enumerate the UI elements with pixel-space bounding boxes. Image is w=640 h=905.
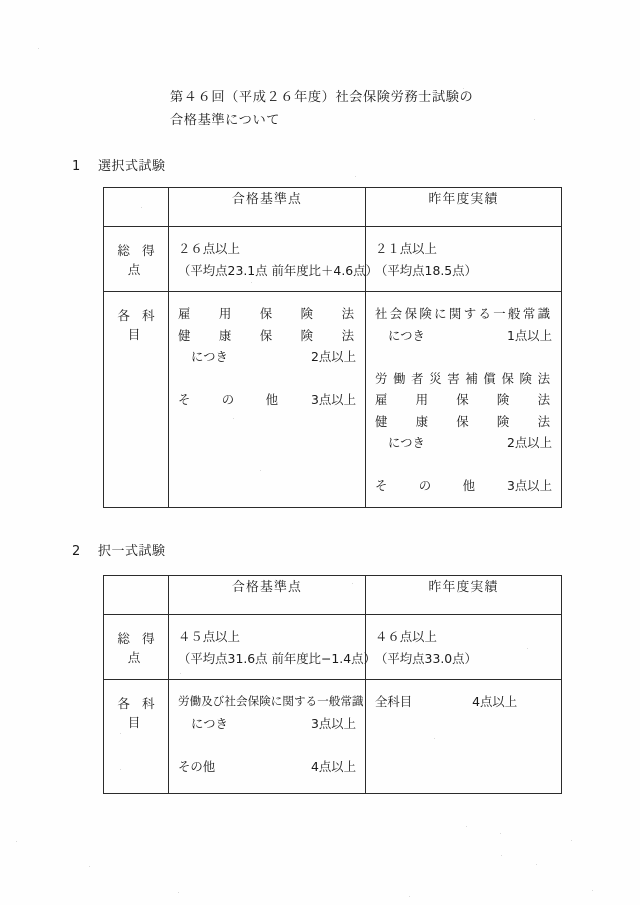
sakunen-group2-score: 2点以上: [506, 435, 552, 450]
criteria-table-takuitsushiki: [103, 575, 562, 794]
sakunen-zenkamoku-score: 4点以上: [472, 694, 518, 709]
section-title: 選択式試験: [98, 159, 166, 174]
cell-kakkamoku-sakunen: [366, 680, 562, 794]
sakunen-law-koyouhoken: 雇 用 保 険 法: [375, 392, 550, 407]
sakunen-spacer-2: [375, 454, 552, 476]
kijun-law-kenkouhoken: 健 康 保 険 法: [178, 327, 354, 343]
section-number: 2: [72, 544, 81, 559]
sakunen-group2-nitsuki-label: につき: [388, 435, 425, 450]
row-label-kakkamoku: 各 科 目: [104, 680, 169, 794]
table-row-kakkamoku: [104, 292, 562, 508]
sakunen-law-kenkouhoken: 健 康 保 険 法: [375, 413, 550, 429]
cell-kakkamoku-kijun: [169, 292, 366, 508]
header-goukaku-kijunten: 合格基準点: [169, 576, 366, 615]
scan-speckle: [500, 833, 501, 834]
scan-speckle: [355, 176, 356, 177]
kijun-other-score: 3点以上: [310, 392, 356, 407]
section-heading-sentakushiki: [72, 155, 166, 174]
cell-kakkamoku-kijun: [169, 680, 366, 794]
table-header-row: [104, 576, 562, 615]
kijun-other-label: その他: [178, 758, 216, 774]
cell-soutokuten-kijun: [169, 615, 376, 680]
scan-speckle: [16, 841, 17, 842]
scan-speckle: [536, 864, 537, 865]
sakunen-law-rousaihoken: 労 働 者 災 害 補 償 保 険 法: [375, 370, 550, 386]
cell-soutokuten-kijun: [169, 227, 378, 292]
scan-speckle: [466, 826, 467, 827]
table-row-soutokuten: [104, 227, 562, 292]
scan-speckle: [571, 840, 572, 841]
scan-speckle: [89, 866, 90, 867]
scan-speckle: [409, 896, 410, 897]
page-title-line-1: 第４６回（平成２６年度）社会保険労務士試験の: [170, 90, 474, 105]
sakunen-group1-nitsuki-line: [375, 325, 552, 347]
sakunen-group1-nitsuki-label: につき: [388, 327, 425, 343]
soutokuten-sakunen-score: ４６点以上: [375, 629, 437, 644]
header-blank: [104, 188, 169, 227]
cell-soutokuten-sakunen: [366, 227, 562, 292]
sakunen-other-score: 3点以上: [506, 478, 552, 493]
section-heading-takuitsushiki: [72, 540, 166, 559]
sakunen-group1-score: 1点以上: [506, 327, 552, 343]
soutokuten-sakunen-score: ２１点以上: [375, 241, 437, 256]
kijun-law-koyouhoken: 雇 用 保 険 法: [178, 306, 354, 321]
soutokuten-sakunen-average: （平均点18.5点）: [375, 262, 477, 278]
sakunen-zenkamoku-line: [375, 691, 552, 713]
kijun-nitsuki-line: [178, 346, 356, 368]
row-label-soutokuten: 総 得 点: [104, 227, 169, 292]
soutokuten-kijun-score: ４５点以上: [178, 629, 240, 644]
scan-speckle: [38, 48, 39, 49]
sakunen-other-line: [375, 475, 552, 497]
soutokuten-kijun-score: ２６点以上: [178, 241, 240, 256]
table-row-kakkamoku: [104, 680, 562, 794]
soutokuten-kijun-average: （平均点23.1点 前年度比＋4.6点）: [178, 262, 378, 278]
cell-kakkamoku-sakunen: [366, 292, 562, 508]
section-title: 択一式試験: [98, 544, 166, 559]
kijun-spacer: [178, 734, 356, 756]
sakunen-spacer-1: [375, 346, 552, 368]
header-sakunendo-jisseki: 昨年度実績: [366, 188, 562, 227]
section-number: 1: [72, 159, 81, 174]
kijun-spacer: [178, 368, 356, 390]
sakunen-group2-nitsuki-line: [375, 432, 552, 454]
scan-speckle: [178, 892, 179, 893]
kijun-nitsuki-label: につき: [191, 349, 228, 364]
kijun-other-line: [178, 389, 356, 411]
kijun-other-line: [178, 756, 356, 778]
header-goukaku-kijunten: 合格基準点: [169, 188, 366, 227]
kijun-other-score: 4点以上: [310, 758, 356, 774]
page-title: [170, 86, 473, 132]
kijun-ippanjoushiki-title: 労働及び社会保険に関する一般常識: [178, 694, 364, 708]
row-label-soutokuten: 総 得 点: [104, 615, 169, 680]
criteria-table-sentakushiki: [103, 187, 562, 508]
sakunen-shakaihoken-ippanjoushiki: 社 会 保 険 に 関 す る 一 般 常 識: [375, 306, 550, 321]
row-label-kakkamoku: 各 科 目: [104, 292, 169, 508]
kijun-nitsuki-score: 2点以上: [310, 349, 356, 364]
header-blank: [104, 576, 169, 615]
scan-speckle: [534, 119, 535, 120]
table-row-soutokuten: [104, 615, 562, 680]
cell-soutokuten-sakunen: [366, 615, 562, 680]
sakunen-other-label: そ の 他: [375, 478, 475, 493]
scan-speckle: [501, 855, 502, 856]
soutokuten-kijun-average: （平均点31.6点 前年度比−1.4点）: [178, 650, 376, 666]
kijun-nitsuki-line: [178, 713, 356, 735]
kijun-other-label: そ の 他: [178, 392, 278, 407]
sakunen-zenkamoku-label: 全科目: [375, 694, 413, 709]
table-header-row: [104, 188, 562, 227]
header-sakunendo-jisseki: 昨年度実績: [366, 576, 562, 615]
kijun-nitsuki-label: につき: [191, 715, 228, 731]
page-title-line-2: 合格基準について: [170, 113, 281, 128]
scan-speckle: [592, 890, 593, 891]
soutokuten-sakunen-average: （平均点33.0点）: [375, 650, 477, 666]
kijun-nitsuki-score: 3点以上: [310, 715, 356, 731]
